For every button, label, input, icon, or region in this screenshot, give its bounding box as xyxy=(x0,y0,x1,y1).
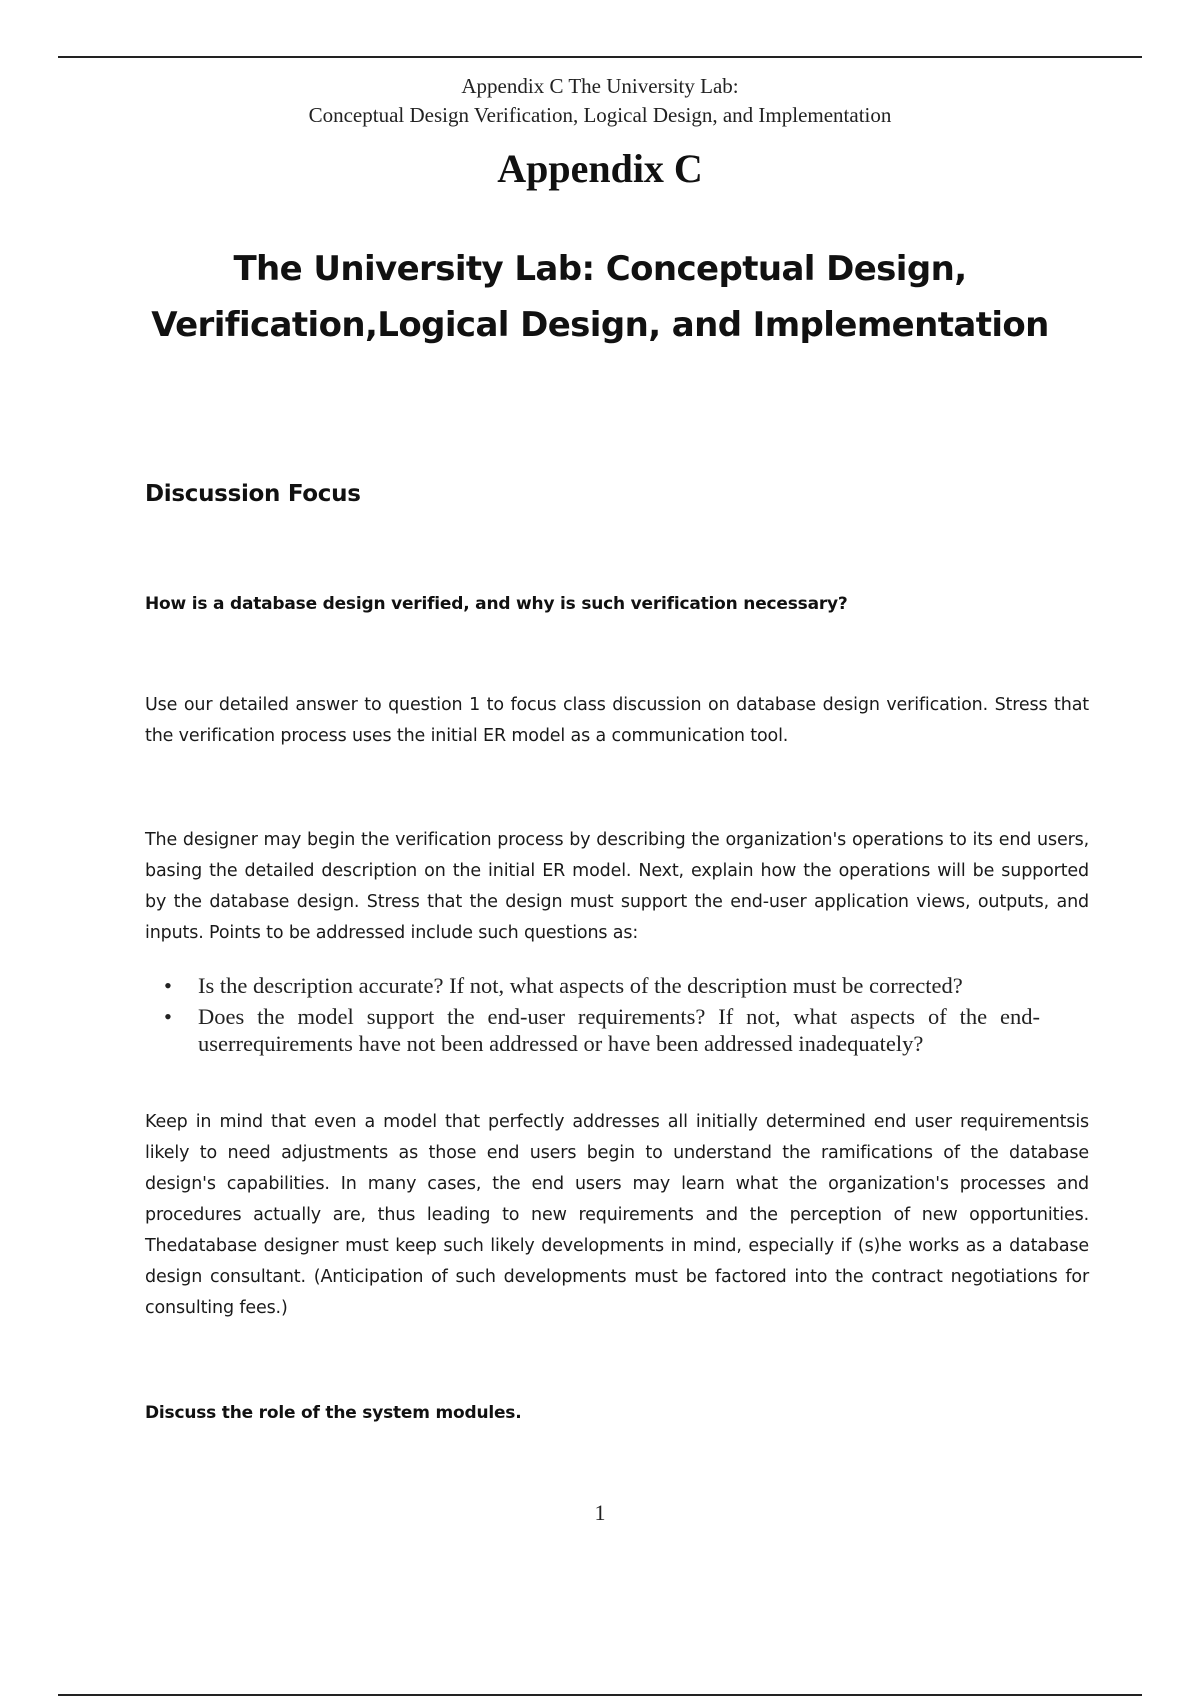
question-heading-system-modules: Discuss the role of the system modules. xyxy=(145,1403,522,1423)
appendix-title: Appendix C xyxy=(497,146,703,191)
running-header-line2: Conceptual Design Verification, Logical Design, and Implementation xyxy=(308,103,892,127)
top-rule xyxy=(58,56,1142,58)
running-header xyxy=(0,72,1200,130)
bullet-list xyxy=(160,972,1040,1061)
paragraph-adjustments: Keep in mind that even a model that perfectly addresses all initially determined end user requirementsis likely to need adjustments as those end users begin to understand the ramifications of the database design's capabilities. In many cases, the end users may learn what the organization's processes and procedures actually are, thus leading to new requirements and the perception of new opportunities. Thedatabase designer must keep such likely developments in mind, especially if (s)he works as a database design consultant. (Anticipation of such developments must be factored into the contract negotiations for consulting fees.) xyxy=(145,1112,1089,1318)
bullet-item xyxy=(160,972,1040,999)
bullet-dot-icon: • xyxy=(164,973,172,998)
section-heading: Discussion Focus xyxy=(145,481,361,507)
question-heading-verification: How is a database design verified, and why is such verification necessary? xyxy=(145,594,848,614)
main-title-line2: Verification,Logical Design, and Implementation xyxy=(151,305,1049,345)
main-title xyxy=(120,241,1080,353)
bottom-rule xyxy=(58,1694,1142,1696)
running-header-line1: Appendix C The University Lab: xyxy=(461,74,739,98)
bullet-item xyxy=(160,1003,1040,1057)
bullet-text: Does the model support the end-user requirements? If not, what aspects of the end-userrequirements have not been addressed or have been addressed inadequately? xyxy=(198,1004,1040,1056)
paragraph-verification-intro: Use our detailed answer to question 1 to focus class discussion on database design verification. Stress that the verification process uses the initial ER model as a communication tool. xyxy=(145,695,1089,746)
paragraph-verification-process: The designer may begin the verification process by describing the organization's operations to its end users, basing the detailed description on the initial ER model. Next, explain how the operations will be supported by the database design. Stress that the design must support the end-user application views, outputs, and inputs. Points to be addressed include such questions as: xyxy=(145,830,1089,943)
bullet-dot-icon: • xyxy=(164,1004,172,1029)
main-title-line1: The University Lab: Conceptual Design, xyxy=(233,249,967,289)
bullet-text: Is the description accurate? If not, what aspects of the description must be corrected? xyxy=(198,973,963,998)
page-number: 1 xyxy=(594,1500,606,1525)
